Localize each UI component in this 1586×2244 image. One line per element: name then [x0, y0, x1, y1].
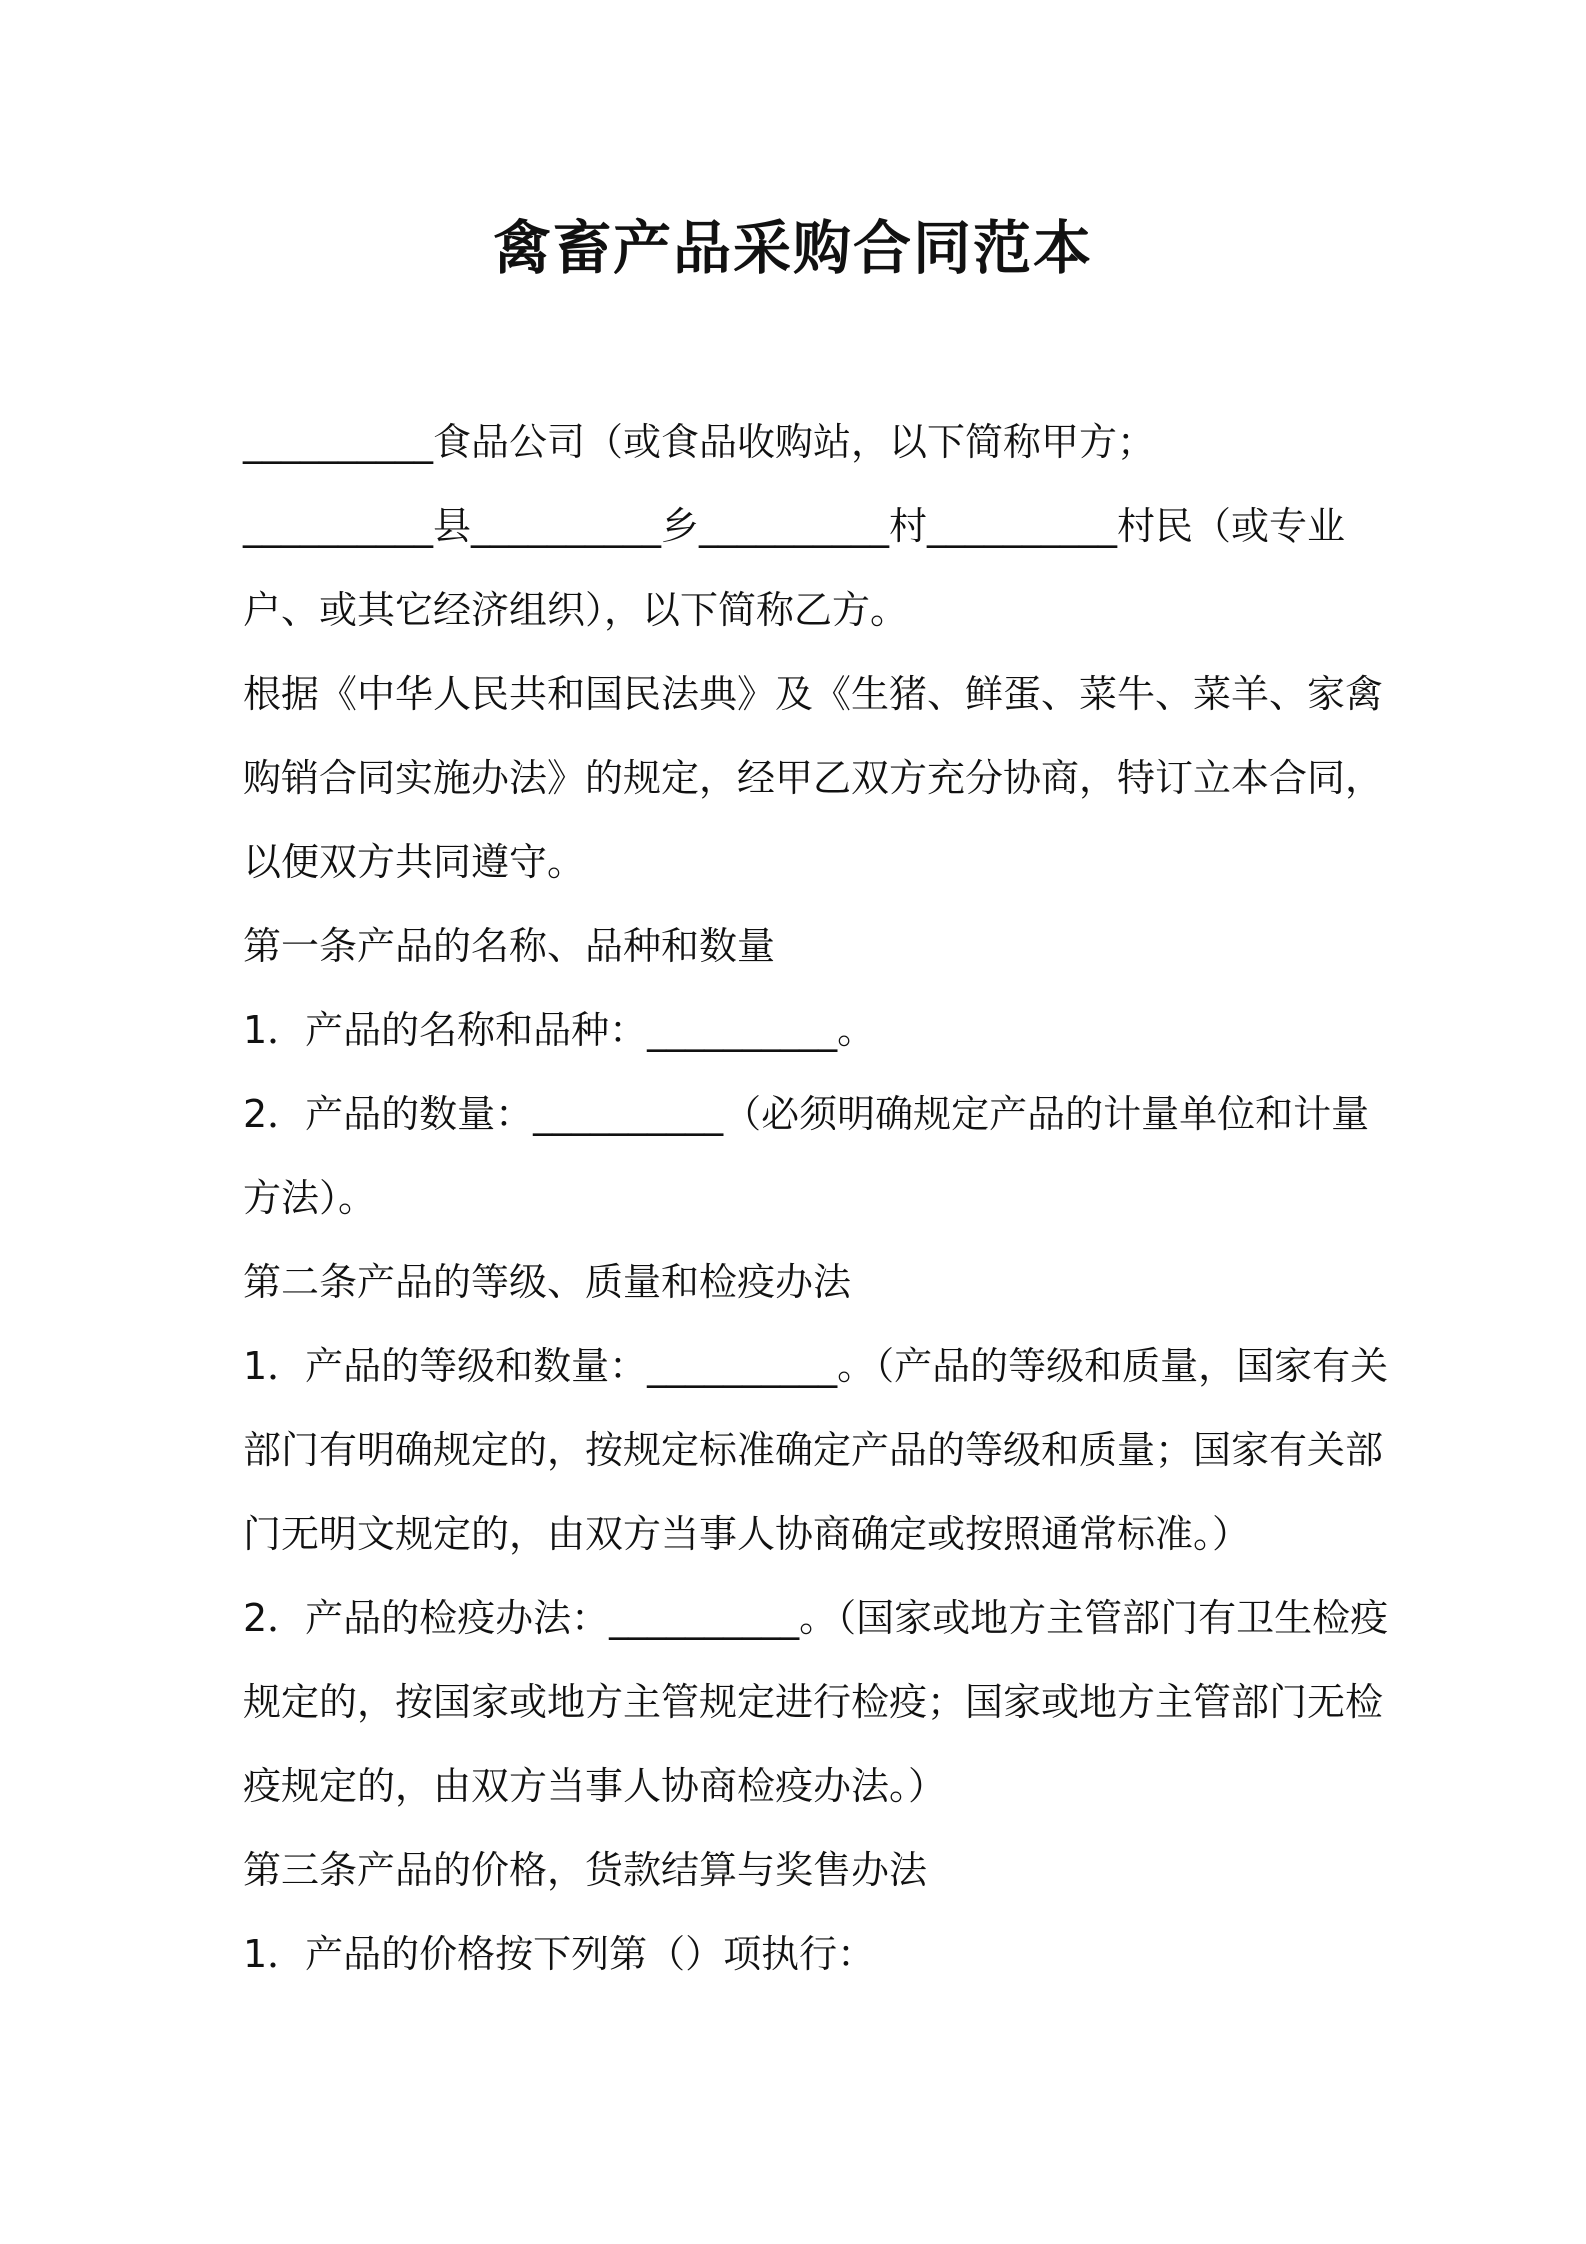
paragraph-line: __________食品公司（或食品收购站，以下简称甲方； — [243, 420, 1156, 464]
paragraph-line: 门无明文规定的，由双方当事人协商确定或按照通常标准。） — [243, 1512, 1251, 1556]
list-item: 2．产品的数量：__________（必须明确规定产品的计量单位和计量 — [243, 1092, 1370, 1136]
paragraph-line: 户、或其它经济组织），以下简称乙方。 — [243, 588, 909, 632]
paragraph-line: __________县__________乡__________村__________村民（或专业 — [243, 504, 1346, 548]
list-item: 1．产品的名称和品种：__________。 — [243, 1008, 876, 1052]
section-heading: 第一条产品的名称、品种和数量 — [243, 924, 776, 968]
section-heading: 第二条产品的等级、质量和检疫办法 — [243, 1260, 852, 1304]
document-title: 禽畜产品采购合同范本 — [492, 214, 1093, 282]
paragraph-line: 部门有明确规定的，按规定标准确定产品的等级和质量；国家有关部 — [243, 1428, 1384, 1472]
list-item: 1．产品的等级和数量：__________。（产品的等级和质量，国家有关 — [243, 1344, 1389, 1388]
paragraph-line: 购销合同实施办法》的规定，经甲乙双方充分协商，特订立本合同， — [243, 756, 1384, 800]
paragraph-line: 规定的，按国家或地方主管规定进行检疫；国家或地方主管部门无检 — [243, 1680, 1384, 1724]
document-body — [243, 400, 1389, 1996]
list-item: 2．产品的检疫办法：__________。（国家或地方主管部门有卫生检疫 — [243, 1596, 1389, 1640]
paragraph-line: 疫规定的，由双方当事人协商检疫办法。） — [243, 1764, 947, 1808]
paragraph-line: 根据《中华人民共和国民法典》及《生猪、鲜蛋、菜牛、菜羊、家禽 — [243, 672, 1384, 716]
list-item: 1．产品的价格按下列第（）项执行： — [243, 1932, 876, 1976]
paragraph-line: 以便双方共同遵守。 — [243, 840, 586, 884]
paragraph-line: 方法）。 — [243, 1176, 377, 1220]
section-heading: 第三条产品的价格，货款结算与奖售办法 — [243, 1848, 928, 1892]
